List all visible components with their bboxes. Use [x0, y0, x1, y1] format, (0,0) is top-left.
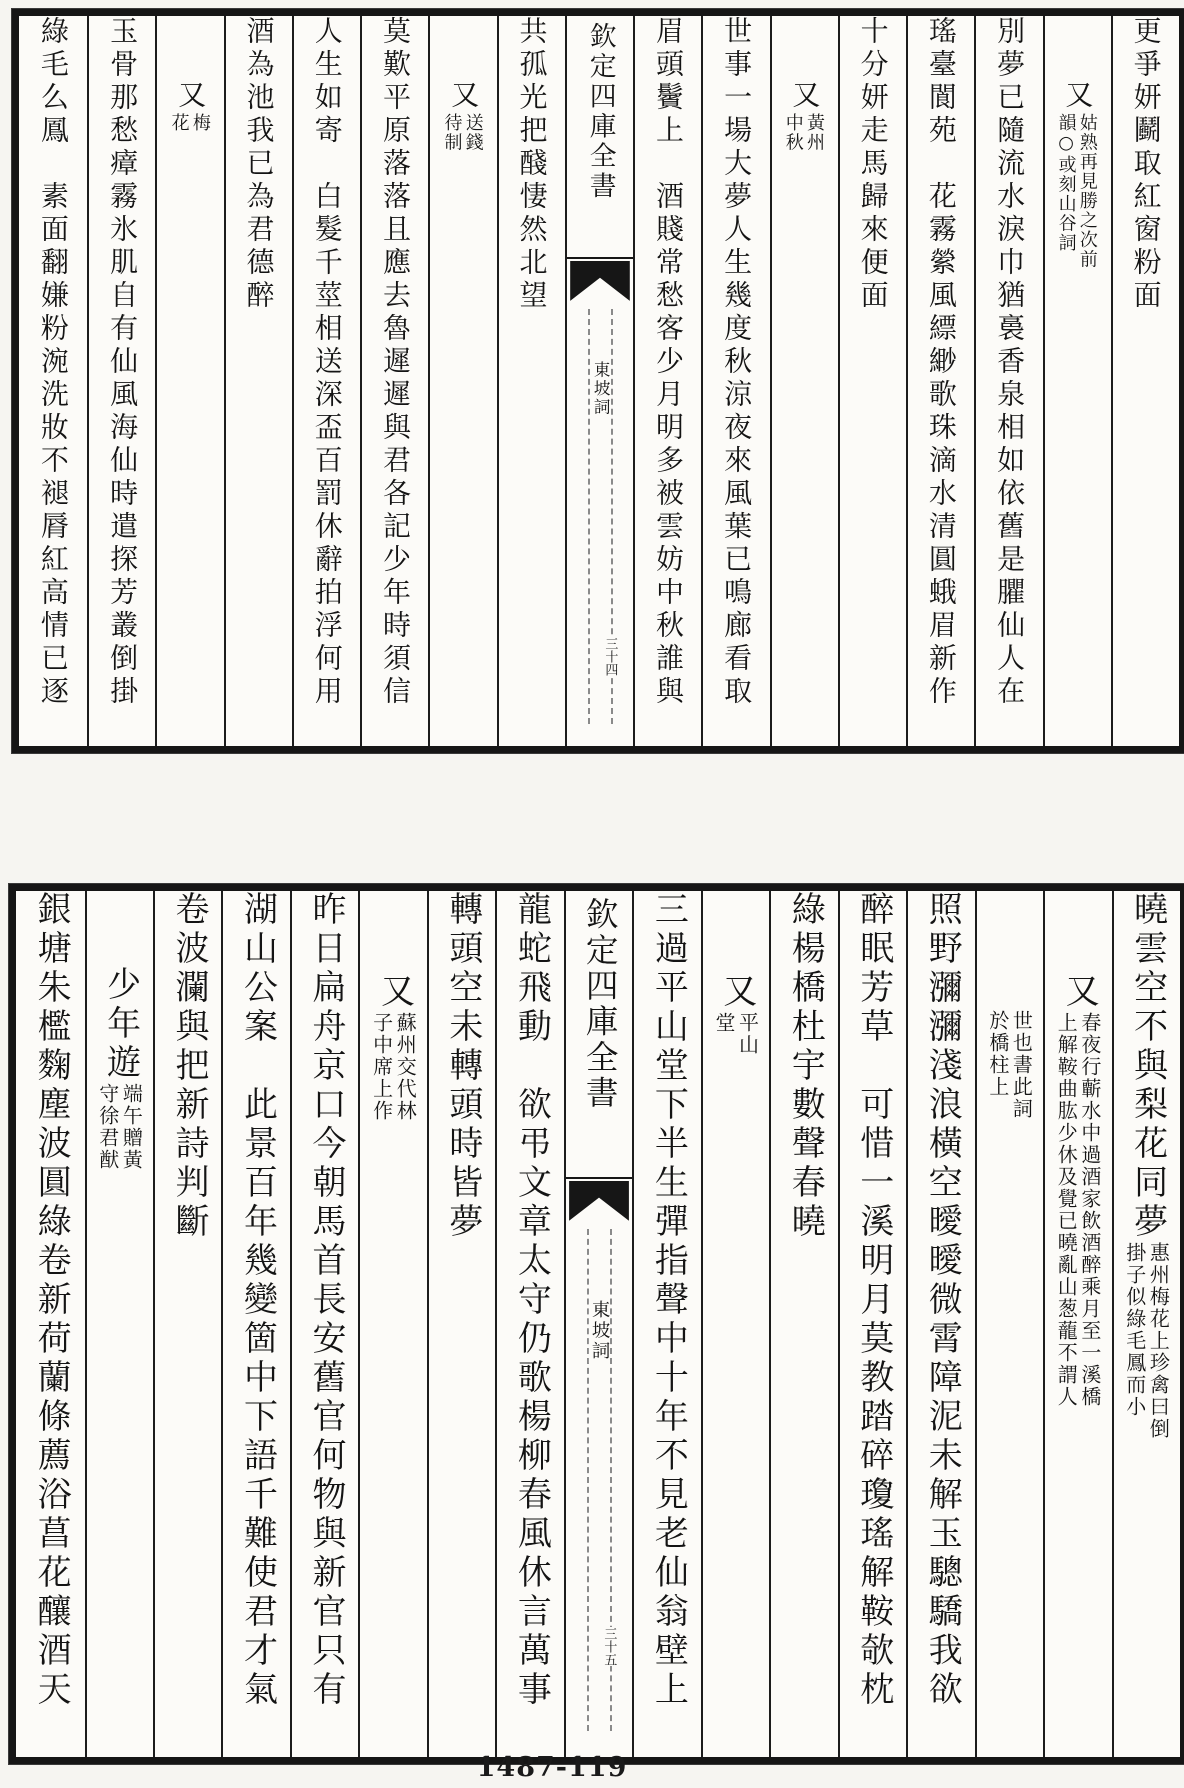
note-subcolumn: 掛子似綠毛鳳而小 — [1122, 1242, 1147, 1418]
banxin-column — [565, 16, 633, 746]
column-text: 又 — [716, 972, 757, 1012]
banxin-column — [564, 891, 632, 1757]
text-column — [975, 891, 1043, 1757]
column-text: 眉頭鬢上 酒賤常愁客少月明多被雲妨中秋誰與 — [651, 16, 685, 709]
note-subcolumn: 姑熟再見勝之次前 — [1076, 113, 1098, 270]
column-text: 照野瀰瀰淺浪橫空曖曖微霄障泥未解玉驄驕我欲 — [922, 891, 963, 1710]
text-column — [974, 16, 1042, 746]
column-text: 昨日扁舟京口今朝馬首長安舊官何物與新官只有 — [305, 891, 346, 1710]
column-text: 玉骨那愁瘴霧氷肌自有仙風海仙時遣探芳叢倒掛 — [106, 16, 140, 709]
note-subcolumn: 待制 — [441, 113, 463, 153]
text-column — [427, 891, 495, 1757]
column-text: 更爭妍鬬取紅窗粉面 — [1129, 16, 1163, 313]
text-column — [497, 16, 565, 746]
column-text: 酒為池我已為君德醉 — [242, 16, 276, 313]
column-text: 世事一場大夢人生幾度秋涼夜來風葉已鳴廊看取 — [720, 16, 754, 709]
text-column — [769, 891, 837, 1757]
bottom-columns — [16, 891, 1180, 1757]
text-column — [770, 16, 838, 746]
column-text: 十分妍走馬歸來便面 — [856, 16, 890, 313]
text-column — [1111, 16, 1179, 746]
column-text: 轉頭空未轉頭時皆夢 — [442, 891, 483, 1242]
note-subcolumn: 春夜行蘄水中過酒家飲酒醉乘月至一溪橋 — [1077, 1011, 1102, 1408]
folio-number: 1487-119 — [476, 1752, 628, 1783]
text-column — [292, 16, 360, 746]
interlinear-note — [782, 113, 824, 152]
note-subcolumn: 韻○或刻山谷詞 — [1055, 113, 1077, 253]
text-column — [290, 891, 358, 1757]
text-column — [224, 16, 292, 746]
column-text: 卷波瀾與把新詩判斷 — [169, 891, 210, 1242]
text-column — [16, 891, 84, 1757]
banxin-leaf-number: 三十五 — [601, 1627, 617, 1667]
text-column — [19, 16, 87, 746]
text-column — [633, 16, 701, 746]
column-text: 又 — [447, 80, 481, 114]
banxin-leaf-number: 三十四 — [602, 636, 618, 676]
interlinear-note — [985, 1010, 1032, 1120]
note-subcolumn: 中秋 — [782, 113, 804, 153]
banxin-separator-line — [566, 1177, 632, 1179]
text-column — [221, 891, 289, 1757]
interlinear-note — [1054, 1012, 1101, 1408]
fishtail-mark — [570, 261, 630, 301]
column-text: 湖山公案 此景百年幾變箇中下語千難使君才氣 — [237, 891, 278, 1710]
interlinear-note — [168, 113, 210, 133]
banxin-volume-title: 東坡詞 — [591, 361, 611, 417]
banxin-volume-title: 東坡詞 — [589, 1300, 611, 1362]
top-page-block — [12, 9, 1184, 753]
fishtail-mark — [569, 1181, 629, 1221]
note-subcolumn: 於橋柱上 — [985, 1010, 1010, 1098]
text-column — [701, 16, 769, 746]
column-text: 瑤臺閬苑 花霧縈風縹緲歌珠滴水清圓蛾眉新作 — [924, 16, 958, 709]
note-subcolumn: 上解鞍曲肱少休及覺已曉亂山葱蘢不謂人 — [1054, 1011, 1079, 1408]
top-columns — [19, 16, 1179, 746]
column-text: 三過平山堂下半生彈指聲中十年不見老仙翁壁上 — [648, 891, 689, 1710]
column-text: 共孤光把醆悽然北望 — [515, 16, 549, 313]
banxin-book-title: 欽定四庫全書 — [580, 897, 619, 1111]
note-subcolumn: 黃州 — [803, 113, 825, 153]
column-text: 又 — [1059, 972, 1100, 1012]
interlinear-note — [711, 1012, 758, 1056]
text-column — [838, 891, 906, 1757]
fold-dashed-line — [588, 309, 590, 724]
column-text: 綠毛么鳳 素面翻嫌粉涴洗妝不褪脣紅高情已逐 — [36, 16, 70, 709]
note-subcolumn: 守徐君猷 — [95, 1082, 120, 1171]
text-column — [1112, 891, 1180, 1757]
column-text: 人生如寄 白髮千莖相送深盃百罰休辭拍浮何用 — [310, 16, 344, 709]
note-subcolumn: 堂 — [711, 1011, 736, 1034]
note-subcolumn: 惠州梅花上珍禽曰倒 — [1146, 1242, 1171, 1440]
text-column — [838, 16, 906, 746]
column-text: 別夢已隨流水淚巾猶裛香泉相如依舊是臞仙人在 — [993, 16, 1027, 709]
column-text: 龍蛇飛動 欲弔文章太守仍歌楊柳春風休言萬事 — [511, 891, 552, 1710]
note-subcolumn: 端午贈黃 — [119, 1082, 144, 1171]
column-text: 曉雲空不與梨花同夢 — [1127, 891, 1168, 1242]
column-text: 又 — [788, 80, 822, 114]
interlinear-note — [441, 113, 483, 152]
interlinear-note — [369, 1012, 416, 1122]
text-column — [906, 891, 974, 1757]
column-text: 醉眠芳草 可惜一溪明月莫教踏碎瓊瑤解鞍欹枕 — [853, 891, 894, 1710]
text-column — [428, 16, 496, 746]
text-column — [1043, 891, 1111, 1757]
note-subcolumn: 子中席上作 — [369, 1011, 394, 1122]
interlinear-note — [1055, 113, 1097, 269]
column-text: 又 — [374, 972, 415, 1012]
text-column — [701, 891, 769, 1757]
column-text: 銀塘朱檻麴塵波圓綠卷新荷蘭條薦浴菖花釀酒天 — [31, 891, 72, 1710]
text-column — [1043, 16, 1111, 746]
text-column — [495, 891, 563, 1757]
note-subcolumn: 花 — [168, 113, 190, 133]
text-column — [906, 16, 974, 746]
column-text: 莫歎平原落落且應去魯遲遲與君各記少年時須信 — [379, 16, 412, 709]
bottom-page-block — [9, 884, 1184, 1764]
note-subcolumn: 蘇州交代林 — [393, 1011, 418, 1122]
banxin-book-title: 欽定四庫全書 — [584, 22, 616, 202]
column-text: 又 — [174, 80, 208, 114]
text-column — [358, 891, 426, 1757]
column-text: 綠楊橋杜宇數聲春曉 — [785, 891, 826, 1242]
note-subcolumn: 梅 — [189, 113, 211, 133]
banxin-separator-line — [567, 257, 633, 259]
text-column — [632, 891, 700, 1757]
note-subcolumn: 送錢 — [462, 113, 484, 153]
interlinear-note — [1122, 1242, 1169, 1440]
text-column — [85, 891, 153, 1757]
interlinear-note — [95, 1083, 142, 1171]
text-column — [155, 16, 223, 746]
text-column — [87, 16, 155, 746]
column-text: 又 — [1061, 80, 1095, 114]
column-text: 少年遊 — [100, 965, 141, 1083]
note-subcolumn: 平山 — [735, 1011, 760, 1056]
text-column — [153, 891, 221, 1757]
note-subcolumn: 世也書此詞 — [1009, 1010, 1034, 1120]
text-column — [360, 16, 428, 746]
